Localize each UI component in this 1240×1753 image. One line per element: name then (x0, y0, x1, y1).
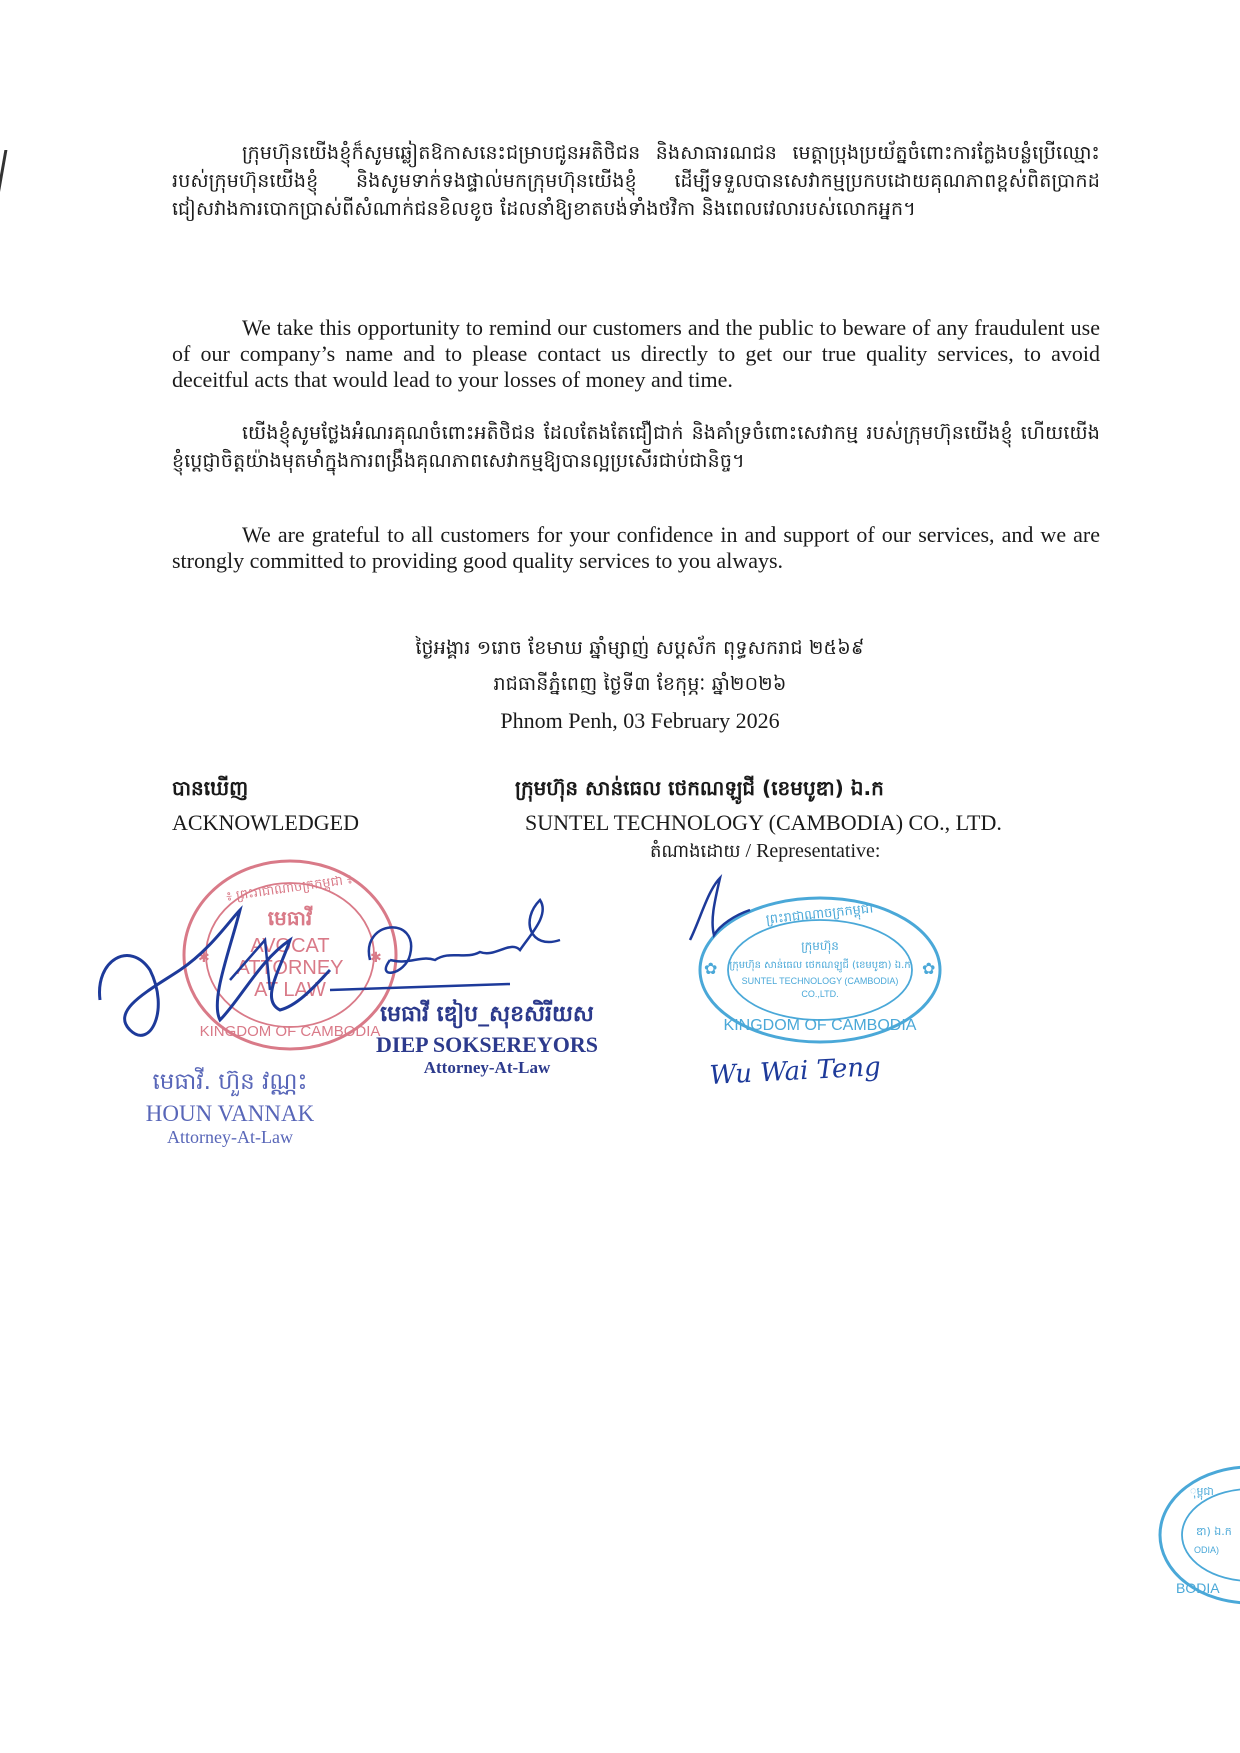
representative-label (650, 839, 880, 866)
svg-text:✱: ✱ (370, 950, 382, 966)
company-name-english: SUNTEL TECHNOLOGY (CAMBODIA) CO., LTD. (525, 810, 1002, 835)
english-paragraph-2-text: We are grateful to all customers for your confidence in and support of our services, and we are strongly committed to providing good quality services to you always. (172, 522, 1100, 573)
representative-signature (680, 870, 800, 960)
company-name-khmer: ក្រុមហ៊ុន សាន់ធេល ថេកណឡូជី (ខេមបូឌា) ឯ.ក (515, 776, 884, 800)
company-stamp-line2: SUNTEL TECHNOLOGY (CAMBODIA) (741, 976, 899, 986)
partial-company-stamp (1150, 1455, 1240, 1615)
svg-text:BODIA: BODIA (1176, 1580, 1220, 1596)
scan-artifact (0, 150, 7, 200)
date-english: Phnom Penh, 03 February 2026 (500, 708, 780, 733)
khmer-paragraph-1 (172, 139, 1100, 223)
bar-stamp-line3: ATTORNEY (236, 957, 344, 979)
svg-text:ឌា) ឯ.ក: ឌា) ឯ.ក (1196, 1525, 1232, 1538)
company-stamp-line1: ក្រុមហ៊ុន (801, 939, 839, 953)
representative-name-handwritten (705, 1052, 925, 1097)
bar-stamp-line1: មេធាវី (267, 906, 313, 930)
date-khmer-lunar: ថ្ងៃអង្គារ ១រោច ខែមាឃ ឆ្នាំម្សាញ់ សប្តស័ក ពុទ្ធសករាជ ២៥៦៩ (415, 637, 865, 659)
svg-text:✿: ✿ (922, 959, 936, 978)
company-stamp-ring: KINGDOM OF CAMBODIA (723, 1017, 917, 1034)
khmer-paragraph-1-text: ក្រុមហ៊ុនយើងខ្ញុំក៏សូមឆ្លៀតឱកាសនេះជម្រាបជូនអតិថិជន និងសាធារណជន មេត្តាប្រុងប្រយ័ត្នចំពោះការក្លែងបន្លំប្រើឈ្មោះរបស់ក្រុមហ៊ុនយើងខ្ញុំ និងសូមទាក់ទងផ្ទាល់មកក្រុមហ៊ុនយើងខ្ញុំ ដើម្បីទទួលបានសេវាកម្មប្រកបដោយគុណភាពខ្ពស់ពិតប្រាកដ ជៀសវាងការបោកប្រាស់ពីសំណាក់ជនខិលខូច ដែលនាំឱ្យខាតបង់ទាំងថវិកា និងពេលវេលារបស់លោកអ្នក។ (172, 142, 1100, 220)
svg-text:៖ ព្រះរាជាណាចក្រកម្ពុជា ៖: ៖ ព្រះរាជាណាចក្រកម្ពុជា ៖ (225, 872, 354, 905)
lawyer-1-english-name: DIEP SOKSEREYORS (376, 1032, 598, 1057)
svg-text:ព្រះរាជាណាចក្រកម្ពុជា: ព្រះរាជាណាចក្រកម្ពុជា (765, 901, 874, 928)
svg-text:Wu Wai Teng: Wu Wai Teng (708, 1052, 882, 1091)
representative-label-khmer: តំណាងដោយ (650, 841, 741, 862)
khmer-paragraph-2-text: យើងខ្ញុំសូមថ្លែងអំណរគុណចំពោះអតិថិជន ដែលតែងតែជឿជាក់ និងគាំទ្រចំពោះសេវាកម្ម របស់ក្រុមហ៊ុនយើងខ្ញុំ ហើយយើងខ្ញុំប្តេជ្ញាចិត្តយ៉ាងមុតមាំក្នុងការពង្រឹងគុណភាពសេវាកម្មឱ្យបានល្អប្រសើរជាប់ជានិច្ច។ (172, 422, 1100, 472)
acknowledged-khmer: បានឃើញ (172, 776, 249, 800)
khmer-paragraph-2 (172, 419, 1100, 475)
bar-stamp-line2: AVOCAT (250, 935, 330, 957)
svg-text:✿: ✿ (704, 959, 718, 978)
svg-text:ODIA): ODIA) (1194, 1545, 1220, 1555)
company-stamp-line3: CO.,LTD. (801, 989, 839, 999)
lawyer-1-khmer-name: មេធាវី ឌៀប_សុខសិរីយស (380, 1002, 594, 1027)
lawyer-block-1 (322, 1000, 652, 1078)
lawyer-1-role: Attorney-At-Law (423, 1058, 551, 1077)
svg-text:✱: ✱ (198, 950, 210, 966)
svg-text:ុម្ពុជា: ុម្ពុជា (1190, 1485, 1214, 1498)
svg-text:ក្រុមហ៊ុន សាន់ធេល ថេកណឡូជី (ខេ: ក្រុមហ៊ុន សាន់ធេល ថេកណឡូជី (ខេមបូឌា) ឯ.ក (729, 960, 911, 971)
english-paragraph-1 (172, 315, 1100, 393)
english-paragraph-1-text: We take this opportunity to remind our customers and the public to beware of any fraudulent use of our company’s name and to please contact us directly to get our true quality services, to avoid deceitful acts that would lead to your losses of money and time. (172, 315, 1100, 392)
bar-stamp-ring: KINGDOM OF CAMBODIA (199, 1023, 381, 1040)
acknowledged-english: ACKNOWLEDGED (172, 810, 359, 835)
lawyer-block-2 (100, 1068, 360, 1148)
english-paragraph-2 (172, 522, 1100, 574)
lawyer-2-english-name: HOUN VANNAK (145, 1101, 315, 1126)
bar-stamp-line4: AT LAW (254, 979, 326, 1001)
representative-label-english: / Representative: (745, 840, 881, 862)
date-khmer-solar: រាជធានីភ្នំពេញ ថ្ងៃទី៣ ខែកុម្ភៈ ឆ្នាំ២០២៦ (493, 673, 787, 695)
lawyer-2-role: Attorney-At-Law (167, 1127, 293, 1147)
lawyer-2-khmer-name: មេធាវី. ហ៊ួន វណ្ណះ (152, 1069, 308, 1095)
